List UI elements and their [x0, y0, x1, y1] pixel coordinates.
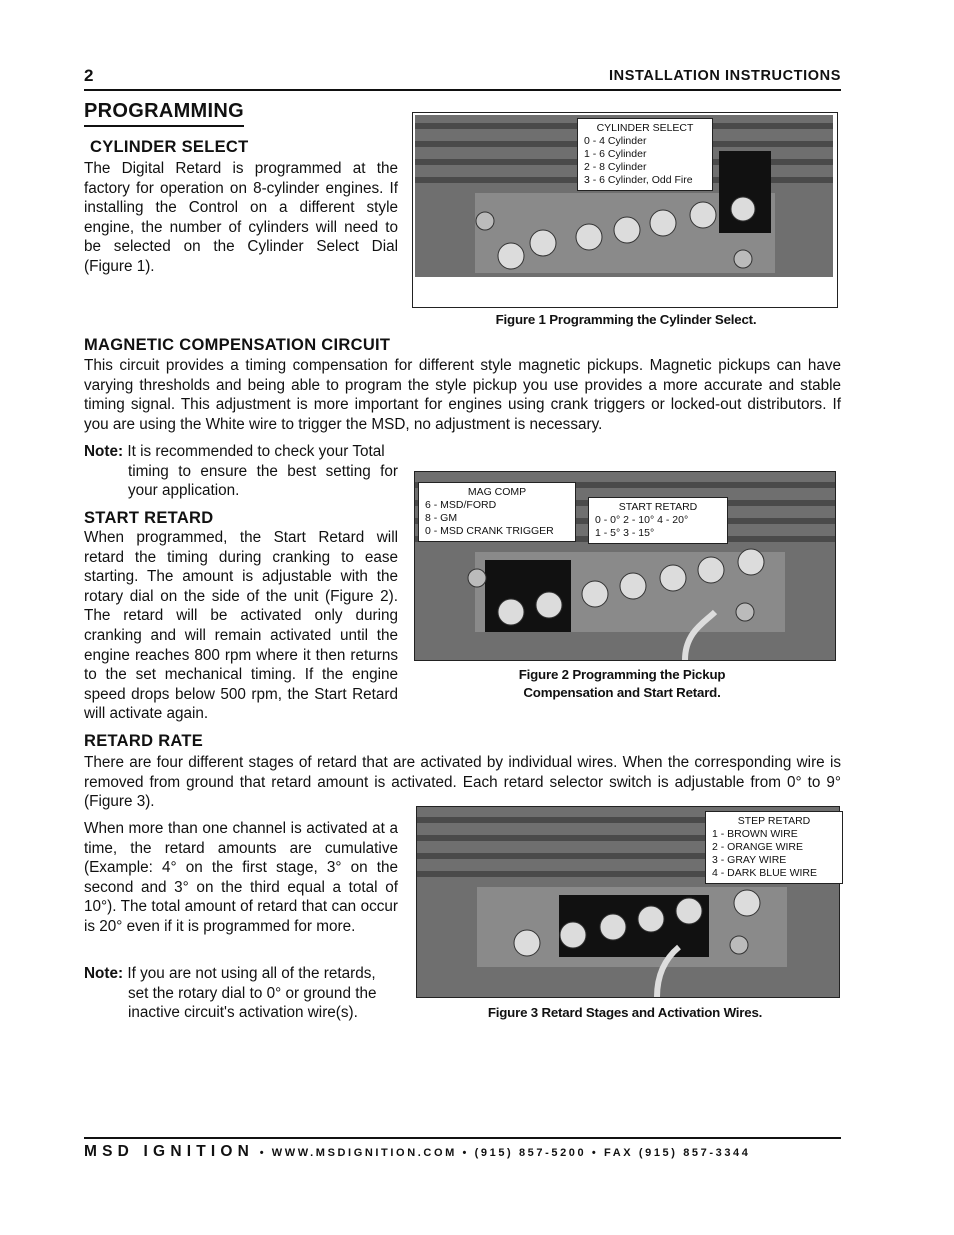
caption-line: Compensation and Start Retard.	[523, 685, 721, 700]
note-text-first: If you are not using all of the retards,	[127, 965, 376, 982]
header-rule	[84, 89, 841, 91]
start-retard-callout	[588, 497, 728, 544]
footer-contact: • WWW.MSDIGNITION.COM • (915) 857-5200 • FAX (915) 857-3344	[254, 1147, 751, 1159]
cylinder-select-callout	[577, 118, 713, 191]
callout-title: CYLINDER SELECT	[596, 122, 694, 134]
start-retard-heading: START RETARD	[84, 509, 214, 527]
callout-line: 0 - MSD CRANK TRIGGER	[425, 525, 554, 537]
note-text-rest: set the rotary dial to 0° or ground the inactive circuit's activation wire(s).	[128, 984, 377, 1022]
callout-line: 1 - 5° 3 - 15°	[595, 527, 655, 539]
footer-rule	[84, 1137, 841, 1139]
footer	[84, 1143, 750, 1161]
section-title: PROGRAMMING	[84, 100, 244, 127]
retard-rate-note	[84, 964, 398, 1023]
figure-1-caption: Figure 1 Programming the Cylinder Select.	[495, 312, 757, 327]
caption-line: Figure 2 Programming the Pickup	[518, 667, 726, 682]
page-number: 2	[84, 66, 94, 85]
retard-rate-heading: RETARD RATE	[84, 732, 204, 750]
footer-brand: MSD IGNITION	[84, 1143, 255, 1160]
callout-line: 2 - ORANGE WIRE	[712, 841, 804, 853]
callout-title: STEP RETARD	[737, 815, 811, 827]
figure-3-caption: Figure 3 Retard Stages and Activation Wires.	[487, 1005, 763, 1020]
callout-title: START RETARD	[618, 501, 698, 513]
magnetic-note	[84, 442, 398, 501]
callout-line: 0 - 4 Cylinder	[584, 135, 647, 147]
figure-2-caption	[414, 666, 830, 702]
callout-line: 8 - GM	[425, 512, 458, 524]
cylinder-select-heading: CYLINDER SELECT	[90, 138, 249, 156]
callout-line: 3 - GRAY WIRE	[712, 854, 787, 866]
note-label: Note:	[84, 965, 124, 982]
callout-line: 3 - 6 Cylinder, Odd Fire	[584, 174, 693, 186]
magnetic-heading: MAGNETIC COMPENSATION CIRCUIT	[84, 336, 391, 354]
callout-line: 6 - MSD/FORD	[425, 499, 497, 511]
magnetic-text: This circuit provides a timing compensation for different style magnetic pickups. Magnetic pickups can have varying thresholds and being able to program the style pickup you use provides a more accurate and stable timing signal. This adjustment is more important for engines using crank triggers or locked-out distributors. If you are using the White wire to trigger the MSD, no adjustment is necessary.	[84, 357, 841, 433]
step-retard-callout	[705, 811, 843, 884]
callout-line: 1 - BROWN WIRE	[712, 828, 798, 840]
note-label: Note:	[84, 443, 124, 460]
note-text-rest: timing to ensure the best setting for your application.	[128, 462, 398, 500]
cylinder-select-text: The Digital Retard is programmed at the factory for operation on 8-cylinder engines. If installing the Control on a different style engine, the number of cylinders will need to be selected on the Cylinder Select Dial (Figure 1).	[84, 160, 398, 275]
callout-line: 4 - DARK BLUE WIRE	[712, 867, 818, 879]
callout-line: 1 - 6 Cylinder	[584, 148, 647, 160]
retard-rate-text-2: When more than one channel is activated at a time, the retard amounts are cumulative (Example: 4° on the first stage, 3° on the second and 3° on the third equal a total of 10°). The total amount of retard that can occur is 20° even if it is programmed for more.	[84, 820, 398, 935]
callout-title: MAG COMP	[467, 486, 527, 498]
header-title: INSTALLATION INSTRUCTIONS	[609, 68, 841, 84]
note-text-first: It is recommended to check your Total	[127, 443, 385, 460]
start-retard-text: When programmed, the Start Retard will retard the timing during cranking to ease starting. The amount is adjustable with the rotary dial on the side of the unit (Figure 2). The retard will be activated only during cranking and will remain activated until the engine reaches 800 rpm where it then returns to the set mechanical timing. If the engine speed drops below 500 rpm, the Start Retard will activate again.	[84, 529, 398, 723]
retard-rate-text: There are four different stages of retard that are activated by individual wires. When the corresponding wire is removed from ground that retard amount is activated. Each retard selector switch is adjustable from 0° to 9° (Figure 3).	[84, 754, 841, 811]
mag-comp-callout	[418, 482, 576, 542]
callout-line: 0 - 0° 2 - 10° 4 - 20°	[595, 514, 689, 526]
callout-line: 2 - 8 Cylinder	[584, 161, 647, 173]
